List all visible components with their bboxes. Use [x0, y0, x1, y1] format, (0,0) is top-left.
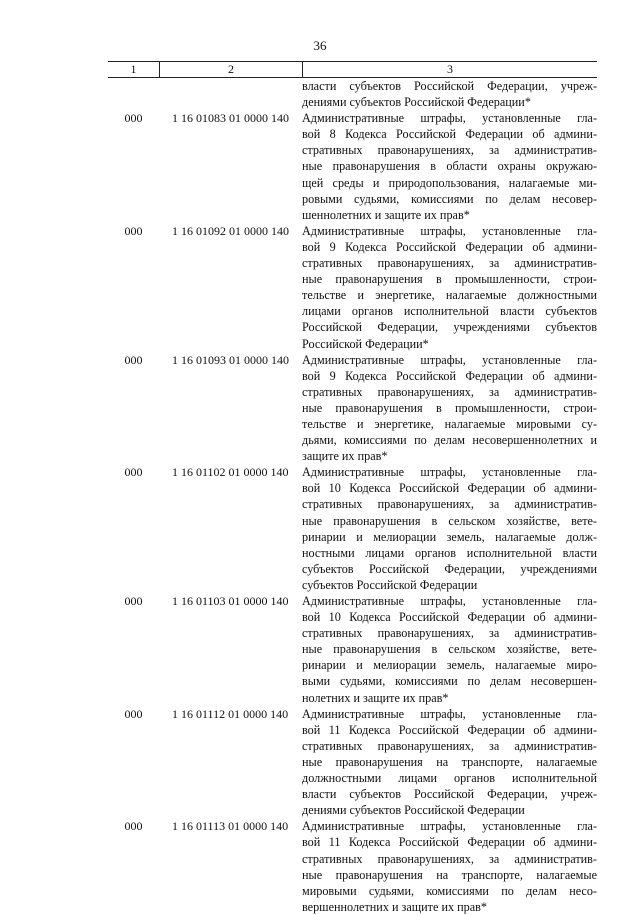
admin-code: 000: [124, 352, 143, 367]
table-row: [108, 352, 597, 465]
description-line: Административные штрафы, установленные гла-: [302, 352, 597, 367]
admin-code: 000: [124, 819, 143, 834]
budget-classification-code: 1 16 01093 01 0000 140: [172, 352, 289, 367]
table-header: [108, 61, 597, 78]
table-row: [108, 110, 597, 223]
header-col-1: 1: [130, 62, 137, 76]
description-line: ные правонарушения в сельском хозяйстве, вете-: [302, 642, 597, 657]
description-line: Российской Федерации, учреждениями субъектов: [302, 320, 597, 335]
description-line: дениями субъектов Российской Федерации: [302, 803, 525, 818]
description-line: вой 11 Кодекса Российской Федерации об админи-: [302, 722, 597, 737]
admin-code: 000: [124, 223, 143, 238]
continuation-text: [302, 78, 597, 110]
continuation-line: дениями субъектов Российской Федерации*: [302, 95, 531, 110]
table-row: [108, 593, 597, 706]
budget-classification-code: 1 16 01112 01 0000 140: [172, 706, 289, 721]
income-description: [302, 110, 597, 223]
table-row: [108, 223, 597, 352]
table-row: [108, 818, 597, 915]
description-line: щей среды и природопользования, налагаемые ми-: [302, 175, 597, 190]
description-line: ные правонарушения в промышленности, строи-: [302, 400, 597, 415]
budget-classification-code: 1 16 01113 01 0000 140: [172, 819, 289, 834]
description-line: Административные штрафы, установленные гла-: [302, 706, 597, 721]
description-line: Административные штрафы, установленные гла-: [302, 819, 597, 834]
header-col-3: 3: [447, 62, 453, 76]
admin-code: 000: [124, 465, 143, 480]
description-line: должностными лицами органов исполнительной: [302, 771, 597, 786]
table-row: [108, 464, 597, 593]
description-line: ные правонарушения на транспорте, налагаемые: [302, 867, 597, 882]
page-number: 36: [313, 38, 327, 53]
description-line: ровыми судьями, комиссиями по делам несовер-: [302, 191, 597, 206]
income-description: [302, 818, 597, 915]
description-line: ные правонарушения в промышленности, строи-: [302, 272, 597, 287]
description-line: стративных правонарушениях, за административ-: [302, 626, 597, 641]
description-line: Административные штрафы, установленные гла-: [302, 465, 597, 480]
description-line: тельстве и энергетике, налагаемые мировыми су-: [302, 416, 597, 431]
description-line: ные правонарушения на транспорте, налагаемые: [302, 754, 597, 769]
description-line: вой 10 Кодекса Российской Федерации об админи-: [302, 481, 597, 496]
table-body: [108, 110, 597, 915]
description-line: мировыми судьями, комиссиями по делам несо-: [302, 883, 597, 898]
income-description: [302, 352, 597, 465]
description-line: стративных правонарушениях, за административ-: [302, 738, 597, 753]
description-line: субъектов Российской Федерации: [302, 577, 478, 592]
income-description: [302, 223, 597, 352]
description-line: ные правонарушения в области охраны окружаю-: [302, 159, 597, 174]
description-line: Российской Федерации*: [302, 336, 429, 351]
description-line: вой 11 Кодекса Российской Федерации об админи-: [302, 835, 597, 850]
fines-table: [108, 61, 597, 915]
budget-classification-code: 1 16 01103 01 0000 140: [172, 594, 289, 608]
header-col-2: 2: [159, 62, 303, 77]
admin-code: 000: [124, 594, 143, 608]
budget-classification-code: 1 16 01102 01 0000 140: [172, 465, 289, 480]
description-line: ринарии и мелиорации земель, налагаемые миро-: [302, 658, 597, 673]
description-line: тельстве и энергетике, налагаемые должностными: [302, 288, 597, 303]
description-line: стративных правонарушениях, за административ-: [302, 143, 597, 158]
description-line: вой 8 Кодекса Российской Федерации об админи-: [302, 127, 597, 142]
description-line: ринарии и мелиорации земель, налагаемые долж-: [302, 529, 597, 544]
continuation-line: власти субъектов Российской Федерации, учреж-: [302, 79, 597, 93]
description-line: ностными лицами органов исполнительной власти: [302, 545, 597, 560]
income-description: [302, 706, 597, 819]
description-line: дьями, комиссиями по делам несовершеннолетних и: [302, 433, 597, 448]
budget-classification-code: 1 16 01092 01 0000 140: [172, 223, 289, 238]
description-line: стративных правонарушениях, за административ-: [302, 256, 597, 271]
description-line: власти субъектов Российской Федерации, учреж-: [302, 787, 597, 802]
income-description: [302, 464, 597, 593]
income-description: [302, 593, 597, 706]
budget-classification-code: 1 16 01083 01 0000 140: [172, 111, 289, 126]
description-line: стративных правонарушениях, за административ-: [302, 497, 597, 512]
description-line: выми судьями, комиссиями по делам несовершен-: [302, 674, 597, 689]
description-line: ные правонарушения в сельском хозяйстве, вете-: [302, 513, 597, 528]
description-line: защите их прав*: [302, 449, 388, 464]
description-line: вершеннолетних и защите их прав*: [302, 899, 487, 914]
admin-code: 000: [124, 111, 143, 126]
description-line: вой 9 Кодекса Российской Федерации об админи-: [302, 239, 597, 254]
description-line: стративных правонарушениях, за административ-: [302, 384, 597, 399]
description-line: вой 10 Кодекса Российской Федерации об админи-: [302, 610, 597, 625]
description-line: Административные штрафы, установленные гла-: [302, 111, 597, 126]
description-line: нолетних и защите их прав*: [302, 690, 449, 705]
description-line: Административные штрафы, установленные гла-: [302, 594, 597, 608]
admin-code: 000: [124, 706, 143, 721]
description-line: стративных правонарушениях, за административ-: [302, 851, 597, 866]
description-line: шеннолетних и защите их прав*: [302, 207, 470, 222]
description-line: Административные штрафы, установленные гла-: [302, 223, 597, 238]
description-line: субъектов Российской Федерации, учреждениями: [302, 561, 597, 576]
description-line: вой 9 Кодекса Российской Федерации об админи-: [302, 368, 597, 383]
description-line: лицами органов исполнительной власти субъектов: [302, 304, 597, 319]
table-row: [108, 706, 597, 819]
